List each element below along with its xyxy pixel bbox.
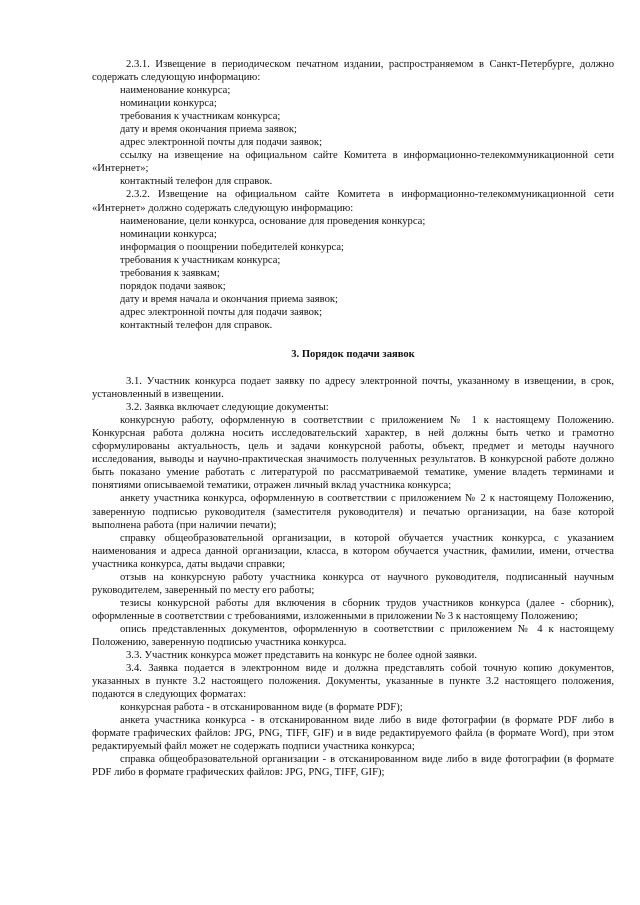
paragraph-2-3-2-intro: 2.3.2. Извещение на официальном сайте Комитета в информационно-телекоммуникационной сети «Интернет» должно содержать следующую информацию:: [92, 189, 614, 214]
list-item: дату и время начала и окончания приема заявок;: [120, 293, 338, 305]
document-item: анкету участника конкурса, оформленную в соответствии с приложением № 2 к настоящему Положению, заверенную подписью руководителя (заместителя руководителя) и печатью организации, на базе которой выполнена работа (при наличии печати);: [92, 493, 614, 531]
list-item: адрес электронной почты для подачи заявок;: [120, 137, 323, 149]
list-item: требования к заявкам;: [120, 267, 220, 279]
section-heading: 3. Порядок подачи заявок: [291, 348, 415, 360]
format-item: конкурсная работа - в отсканированном виде (в формате PDF);: [120, 702, 403, 714]
format-item: справка общеобразовательной организации - в отсканированном виде либо в виде фотографии (в формате PDF либо в формате графических файлов: JPG, PNG, TIFF, GIF);: [92, 754, 614, 779]
paragraph-3-1: 3.1. Участник конкурса подает заявку по адресу электронной почты, указанному в извещении, в срок, установленный в извещении.: [92, 376, 614, 401]
list-item: контактный телефон для справок.: [120, 176, 273, 188]
document-item: отзыв на конкурсную работу участника конкурса от научного руководителя, подписанный научным руководителем, заверенный по месту его работы;: [92, 571, 614, 596]
list-item: наименование, цели конкурса, основание для проведения конкурса;: [120, 215, 426, 227]
list-item: номинации конкурса;: [120, 98, 217, 110]
list-item: дату и время окончания приема заявок;: [120, 124, 297, 136]
document-item: опись представленных документов, оформленную в соответствии с приложением № 4 к настоящему Положению, заверенную подписью участника конкурса.: [92, 623, 614, 648]
list-item: порядок подачи заявок;: [120, 280, 226, 292]
list-item: требования к участникам конкурса;: [120, 111, 281, 123]
list-item: адрес электронной почты для подачи заявок;: [120, 306, 323, 318]
list-item: наименование конкурса;: [120, 85, 231, 97]
list-item: номинации конкурса;: [120, 228, 217, 240]
document-item: тезисы конкурсной работы для включения в сборник трудов участников конкурса (далее - сборник), оформленные в соответствии с требованиями, изложенными в приложении № 3 к настоящему Положению;: [92, 597, 614, 622]
paragraph-3-3: 3.3. Участник конкурса может представить на конкурс не более одной заявки.: [126, 650, 477, 662]
list-item: требования к участникам конкурса;: [120, 254, 281, 266]
document-item: конкурсную работу, оформленную в соответствии с приложением № 1 к настоящему Положению. Конкурсная работа должна носить исследовательский характер, в ней должны быть четко и грамотно сформулированы актуальность, цель и задачи конкурсной работы, объект, предмет и методы научного исследования, выводы и научно-практическая значимость полученных результатов. В конкурсной работе должно быть показано умение работать с литературой по рассматриваемой тематике, умение владеть терминами и понятиями описываемой тематики, отражен личный вклад участника конкурса;: [92, 415, 614, 492]
paragraph-2-3-1-intro: 2.3.1. Извещение в периодическом печатном издании, распространяемом в Санкт-Петербурге, должно содержать следующую информацию:: [92, 59, 614, 84]
paragraph-3-2-intro: 3.2. Заявка включает следующие документы:: [126, 402, 329, 414]
document-item: справку общеобразовательной организации, в которой обучается участник конкурса, с указанием наименования и адреса данной организации, класса, в котором обучается участник, фамилии, имени, отчества участника конкурса, даты выдачи справки;: [92, 532, 614, 570]
list-item: ссылку на извещение на официальном сайте Комитета в информационно-телекоммуникационной сети «Интернет»;: [92, 150, 614, 175]
list-item: информация о поощрении победителей конкурса;: [120, 241, 344, 253]
format-item: анкета участника конкурса - в отсканированном виде либо в виде фотографии (в формате PDF либо в формате графических файлов: JPG, PNG, TIFF, GIF) и в виде редактируемого файла (в формате Word), при этом редактируемый файл может не содержать подписи участника конкурса;: [92, 715, 614, 753]
paragraph-3-4: 3.4. Заявка подается в электронном виде и должна представлять собой точную копию документов, указанных в пункте 3.2 настоящего положения. Документы, указанные в пункте 3.2 настоящего положения, подаются в следующих форматах:: [92, 663, 614, 701]
list-item: контактный телефон для справок.: [120, 319, 273, 331]
